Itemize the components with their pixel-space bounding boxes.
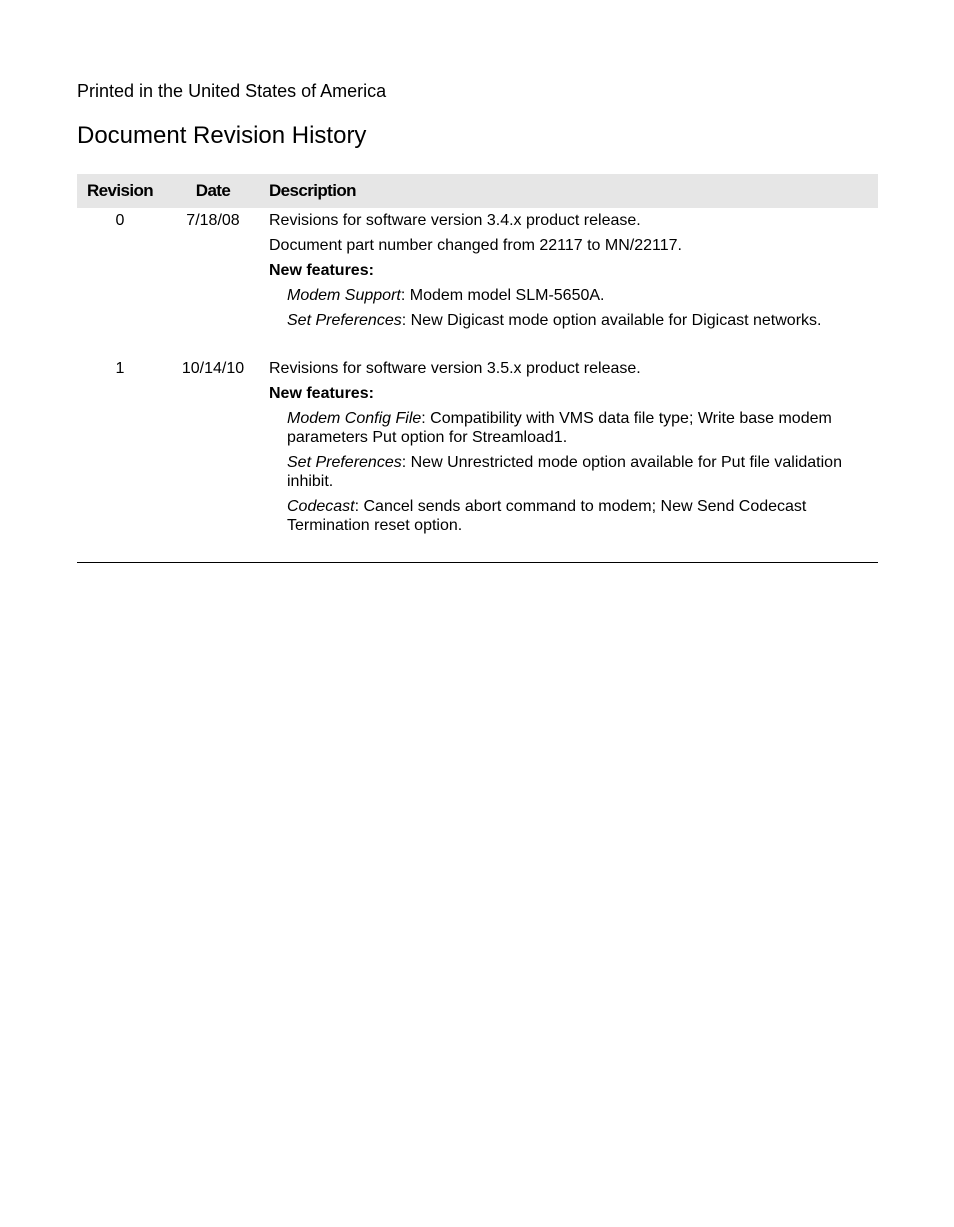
table-row bbox=[77, 211, 878, 361]
feature-item bbox=[287, 286, 877, 305]
new-features-label: New features: bbox=[269, 262, 374, 279]
description-cell bbox=[269, 211, 869, 336]
description-line: Document part number changed from 22117 to MN/22117. bbox=[269, 237, 682, 254]
feature-text: : Cancel sends abort command to modem; New Send Codecast Termination reset option. bbox=[287, 498, 807, 534]
revision-cell: 1 bbox=[115, 360, 125, 377]
description-line: Revisions for software version 3.4.x product release. bbox=[269, 212, 641, 229]
description-line: Revisions for software version 3.5.x product release. bbox=[269, 360, 641, 377]
column-header-revision: Revision bbox=[86, 181, 154, 200]
feature-item bbox=[287, 311, 877, 330]
feature-item bbox=[287, 497, 877, 535]
feature-name: Codecast bbox=[287, 498, 355, 515]
feature-name: Set Preferences bbox=[287, 312, 402, 329]
feature-name: Modem Config File bbox=[287, 410, 422, 427]
table-header-row bbox=[77, 174, 878, 208]
table-bottom-rule bbox=[77, 562, 878, 563]
date-cell: 7/18/08 bbox=[186, 212, 240, 229]
description-cell bbox=[269, 359, 869, 541]
page-title: Document Revision History bbox=[77, 122, 367, 149]
feature-item bbox=[287, 409, 877, 447]
column-header-description: Description bbox=[269, 181, 356, 200]
table-row bbox=[77, 359, 878, 549]
feature-text: : Modem model SLM-5650A. bbox=[400, 287, 605, 304]
date-cell: 10/14/10 bbox=[181, 360, 245, 377]
column-header-date: Date bbox=[195, 181, 231, 200]
feature-item bbox=[287, 453, 877, 491]
revision-cell: 0 bbox=[115, 212, 125, 229]
feature-text: : Compatibility with VMS data file type; Write base modem parameters Put option for Streamload1. bbox=[287, 410, 832, 446]
feature-name: Set Preferences bbox=[287, 454, 402, 471]
feature-text: : New Unrestricted mode option available for Put file validation inhibit. bbox=[287, 454, 842, 490]
new-features-label: New features: bbox=[269, 385, 374, 402]
feature-name: Modem Support bbox=[287, 287, 401, 304]
printed-in-line: Printed in the United States of America bbox=[77, 81, 387, 101]
feature-text: : New Digicast mode option available for Digicast networks. bbox=[401, 312, 822, 329]
revision-history-table bbox=[77, 174, 878, 534]
